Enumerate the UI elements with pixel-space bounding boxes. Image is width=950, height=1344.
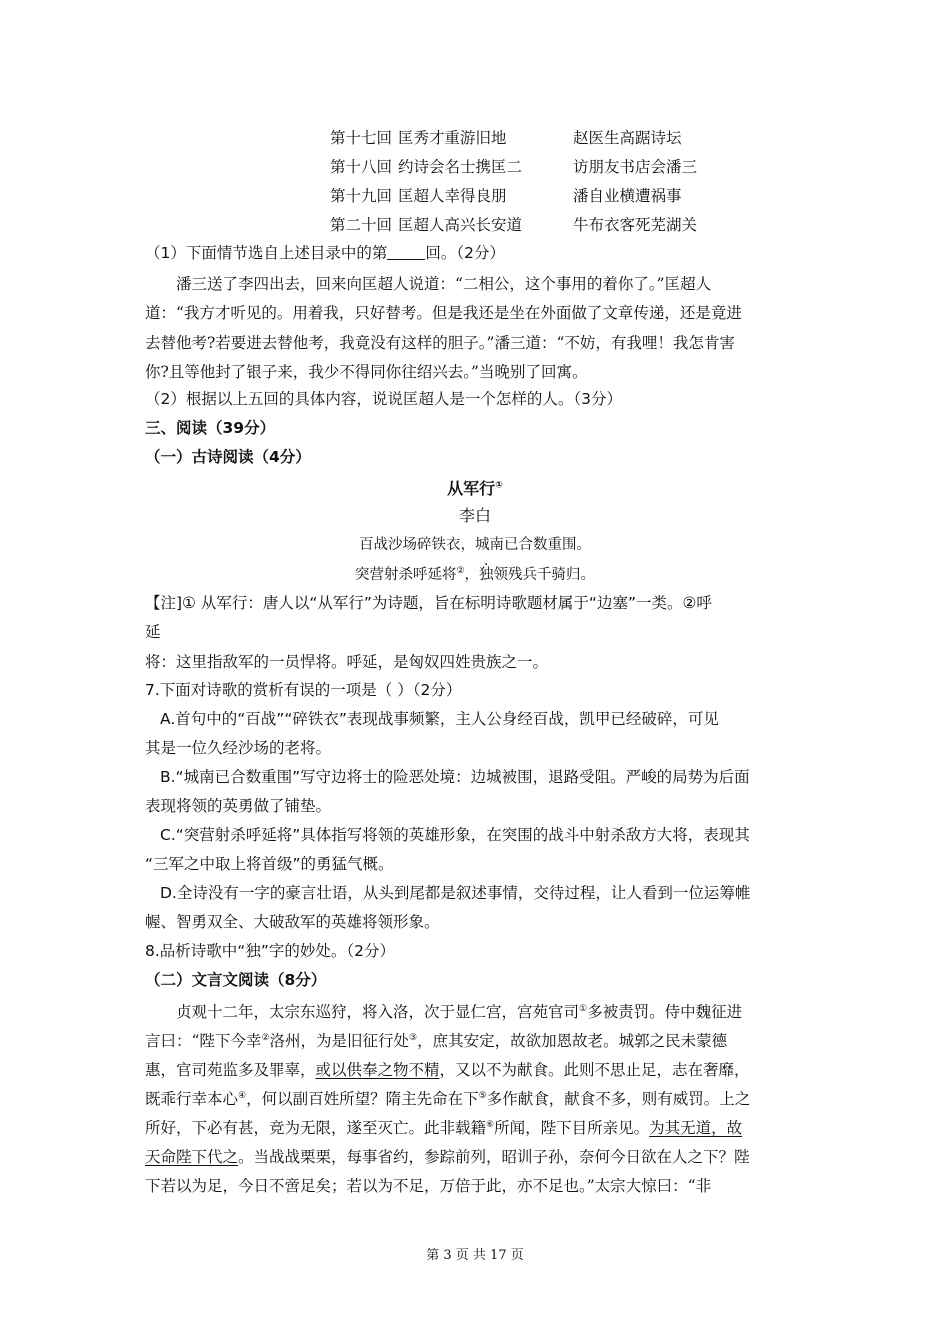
poem-line: 突营射杀呼延将②，独领残兵千骑归。 — [354, 566, 596, 583]
page-footer: 第 3 页 共 17 页 — [426, 1248, 524, 1263]
option-d-cont: 幄、智勇双全、大破敌军的英雄将领形象。 — [145, 913, 440, 931]
option-d: D.全诗没有一字的豪言壮语，从头到尾都是叙述事情，交待过程，让人看到一位运筹帷 — [160, 884, 751, 902]
option-c-cont: “三军之中取上将首级”的勇猛气概。 — [145, 855, 394, 873]
underlined-phrase: 或以供奉之物不精 — [315, 1061, 440, 1079]
subsection-heading: （一）古诗阅读（4分） — [145, 448, 311, 466]
classical-line: 贞观十二年，太宗东巡狩，将入洛，次于显仁宫，宫苑官司①多被责罚。侍中魏征进 — [176, 1003, 743, 1021]
underlined-phrase: 天命陛下代之 — [145, 1148, 239, 1166]
excerpt-line: 道：“我方才听见的。用着我，只好替考。但是我还是坐在外面做了文章传递，还是竟进 — [145, 304, 742, 322]
toc-row: 第十九回 匡超人幸得良朋 潘自业横遭祸事 — [330, 187, 682, 205]
note-line: 将：这里指敌军的一员悍将。呼延，是匈奴四姓贵族之一。 — [145, 653, 549, 671]
option-b: B.“城南已合数重围”写守边将士的险恶处境：边城被围，退路受阻。严峻的局势为后面 — [160, 768, 750, 786]
option-a-cont: 其是一位久经沙场的老将。 — [145, 739, 332, 757]
poem-title: 从军行① — [447, 479, 503, 498]
subsection-heading: （二）文言文阅读（8分） — [145, 971, 327, 989]
poem-line: 百战沙场碎铁衣，城南已合数重围。 — [359, 537, 591, 553]
underlined-phrase: 为其无道，故 — [649, 1119, 743, 1137]
toc-row: 第十八回 约诗会名士携匡二 访朋友书店会潘三 — [330, 158, 698, 176]
option-c: C.“突营射杀呼延将”具体指写将领的英雄形象，在突围的战斗中射杀敌方大将，表现其 — [160, 826, 750, 844]
toc-row: 第十七回 匡秀才重游旧地 赵医生高踞诗坛 — [330, 129, 682, 147]
note-line: 【注]① 从军行：唐人以“从军行”为诗题，旨在标明诗歌题材属于“边塞”一类。②呼 — [145, 594, 712, 612]
excerpt-line: 潘三送了李四出去，回来向匡超人说道：“二相公，这个事用的着你了。”匡超人 — [176, 275, 712, 293]
question-1: （1）下面情节选自上述目录中的第 回。（2分） — [145, 244, 505, 262]
answer-blank[interactable] — [387, 243, 425, 260]
classical-line: 下若以为足，今日不啻足矣；若以为不足，万倍于此，亦不足也。”太宗大惊曰：“非 — [145, 1177, 712, 1195]
question-8: 8.品析诗歌中“独”字的妙处。（2分） — [145, 942, 395, 960]
section-heading: 三、阅读（39分） — [145, 419, 276, 437]
note-line: 延 — [145, 623, 161, 641]
classical-line: 天命陛下代之。当战战栗栗，每事省约，参踪前列，昭训子孙，奈何今日欲在人之下？陛 — [145, 1148, 750, 1166]
poem-author: 李白 — [458, 506, 491, 525]
toc-row: 第二十回 匡超人高兴长安道 牛布衣客死芜湖关 — [330, 216, 698, 234]
excerpt-line: 你?且等他封了银子来，我少不得同你往绍兴去。”当晚别了回寓。 — [145, 363, 588, 381]
classical-line: 既乖行幸本心④，何以副百姓所望？隋主先命在下⑤多作献食，献食不多，则有威罚。上之 — [145, 1090, 751, 1108]
excerpt-line: 去替他考?若要进去替他考，我竟没有这样的胆子。”潘三道：“不妨，有我哩！我怎肯害 — [145, 334, 735, 352]
option-b-cont: 表现将领的英勇做了铺垫。 — [145, 797, 332, 815]
classical-line: 言曰：“陛下今幸②洛州，为是旧征行处③，庶其安定，故欲加恩故老。城郭之民未蒙德 — [145, 1032, 728, 1050]
emphasis-char: 独 — [479, 567, 494, 583]
question-7: 7.下面对诗歌的赏析有误的一项是（ ）（2分） — [145, 681, 462, 699]
classical-line: 惠，官司苑监多及罪辜，或以供奉之物不精，又以不为献食。此则不思止足，志在奢靡， — [145, 1061, 750, 1079]
question-2: （2）根据以上五回的具体内容，说说匡超人是一个怎样的人。（3分） — [145, 390, 622, 408]
classical-line: 所好，下必有甚，竞为无限，遂至灭亡。此非载籍⑥所闻，陛下目所亲见。为其无道，故 — [145, 1119, 743, 1137]
option-a: A.首句中的“百战”“碎铁衣”表现战事频繁，主人公身经百战，凯甲已经破碎，可见 — [160, 710, 719, 728]
